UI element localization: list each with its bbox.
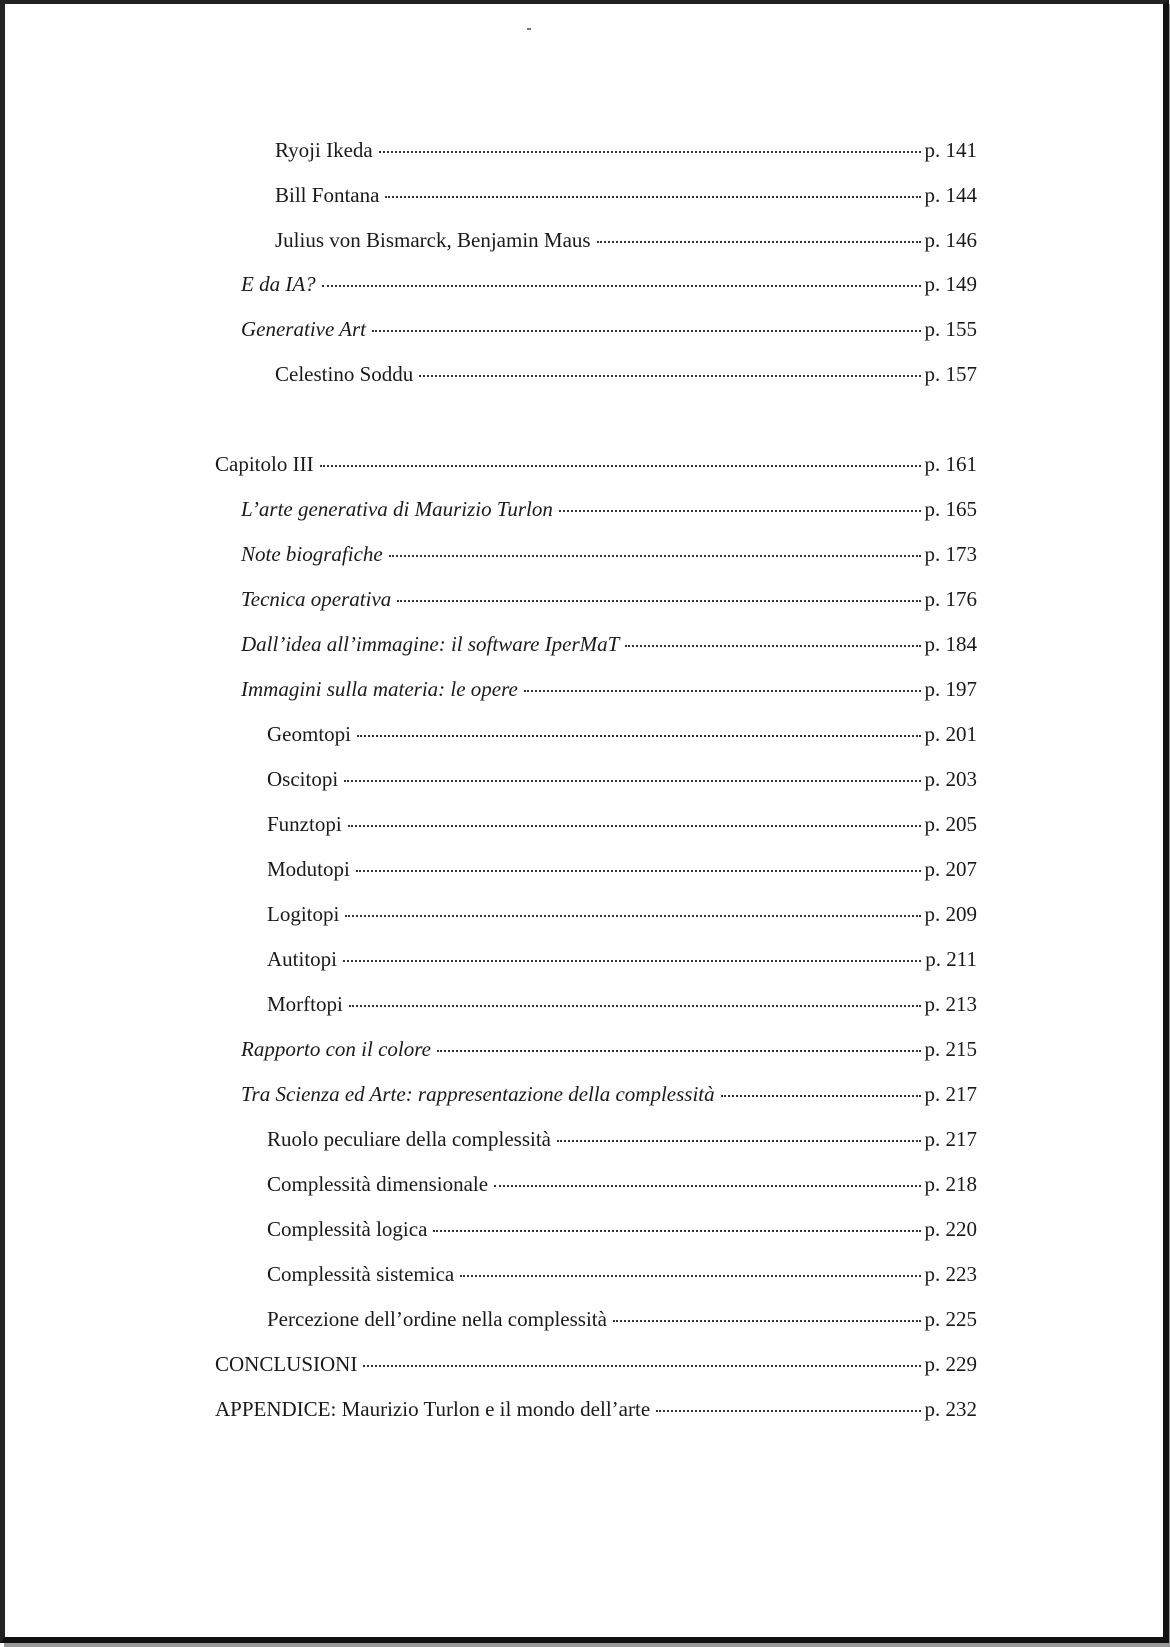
dot-leader <box>397 600 920 602</box>
toc-entry-title: Modutopi <box>267 857 350 881</box>
toc-entry <box>267 1217 977 1247</box>
toc-entry-page: p. 203 <box>924 767 977 791</box>
toc-entry-page: p. 165 <box>924 497 977 521</box>
toc-entry <box>241 1037 977 1067</box>
dot-leader <box>349 1005 921 1007</box>
toc-entry-title: E da IA? <box>241 272 316 296</box>
toc-entry <box>275 228 977 258</box>
toc-entry-title: Morftopi <box>267 992 343 1016</box>
toc-entry-title: Julius von Bismarck, Benjamin Maus <box>275 228 591 252</box>
toc-entry-page: p. 197 <box>924 677 977 701</box>
toc-entry-title: Capitolo III <box>215 452 314 476</box>
dot-leader <box>389 555 921 557</box>
toc-entry <box>241 317 977 347</box>
dot-leader <box>559 510 921 512</box>
toc-entry-page: p. 146 <box>924 228 977 252</box>
toc-entry-title: Dall’idea all’immagine: il software IperMaT <box>241 632 620 656</box>
toc-entry-page: p. 211 <box>925 947 977 971</box>
toc-entry <box>215 452 977 482</box>
toc-entry <box>267 1172 977 1202</box>
dot-leader <box>437 1050 921 1052</box>
toc-entry-page: p. 149 <box>924 272 977 296</box>
toc-entry-page: p. 207 <box>924 857 977 881</box>
dot-leader <box>721 1095 921 1097</box>
dot-leader <box>656 1410 920 1412</box>
toc-entry-title: Ryoji Ikeda <box>275 138 373 162</box>
toc-entry <box>267 722 977 752</box>
toc-entry-title: Tra Scienza ed Arte: rappresentazione della complessità <box>241 1082 715 1106</box>
toc-entry-page: p. 220 <box>924 1217 977 1241</box>
dot-leader <box>460 1275 920 1277</box>
toc-entry <box>267 1307 977 1337</box>
toc-entry <box>241 542 977 572</box>
dot-leader <box>625 645 920 647</box>
toc-entry-page: p. 215 <box>924 1037 977 1061</box>
toc-entry-title: Ruolo peculiare della complessità <box>267 1127 551 1151</box>
dot-leader <box>557 1140 921 1142</box>
toc-entry <box>241 677 977 707</box>
toc-entry-page: p. 155 <box>924 317 977 341</box>
toc-entry-title: Funztopi <box>267 812 342 836</box>
dot-leader <box>494 1185 920 1187</box>
toc-entry <box>267 812 977 842</box>
toc-entry-page: p. 141 <box>924 138 977 162</box>
toc-entry-page: p. 157 <box>924 362 977 386</box>
dot-leader <box>357 735 921 737</box>
toc-entry-page: p. 201 <box>924 722 977 746</box>
toc-entry <box>267 1262 977 1292</box>
scan-speck <box>527 28 531 30</box>
toc-entry-title: Generative Art <box>241 317 366 341</box>
toc-entry-page: p. 209 <box>924 902 977 926</box>
toc-entry-page: p. 173 <box>924 542 977 566</box>
toc-entry-title: Complessità logica <box>267 1217 428 1241</box>
toc-entry-page: p. 184 <box>924 632 977 656</box>
toc-entry-title: Percezione dell’ordine nella complessità <box>267 1307 607 1331</box>
dot-leader <box>344 780 920 782</box>
toc-entry <box>241 497 977 527</box>
toc-entry-title: Complessità sistemica <box>267 1262 455 1286</box>
toc-entry <box>267 992 977 1022</box>
toc-entry <box>267 857 977 887</box>
dot-leader <box>363 1365 920 1367</box>
toc-entry-title: Oscitopi <box>267 767 339 791</box>
toc-entry-page: p. 161 <box>924 452 977 476</box>
toc-entry-title: Immagini sulla materia: le opere <box>241 677 518 701</box>
dot-leader <box>379 151 921 153</box>
toc-entry-page: p. 218 <box>924 1172 977 1196</box>
toc-entry <box>267 947 977 977</box>
dot-leader <box>372 330 921 332</box>
toc-entry-page: p. 217 <box>924 1127 977 1151</box>
toc-entry-title: L’arte generativa di Maurizio Turlon <box>241 497 553 521</box>
dot-leader <box>345 915 920 917</box>
toc-entry-title: Note biografiche <box>241 542 383 566</box>
toc-entry-title: CONCLUSIONI <box>215 1352 358 1376</box>
toc-entry-page: p. 225 <box>924 1307 977 1331</box>
toc-entry <box>267 1127 977 1157</box>
toc-entry-title: APPENDICE: Maurizio Turlon e il mondo dell’arte <box>215 1397 651 1421</box>
dot-leader <box>597 241 921 243</box>
toc-entry <box>241 632 977 662</box>
toc-entry-title: Geomtopi <box>267 722 351 746</box>
toc-entry-page: p. 223 <box>924 1262 977 1286</box>
dot-leader <box>356 870 921 872</box>
toc-entry <box>215 1352 977 1382</box>
toc-entry-title: Complessità dimensionale <box>267 1172 489 1196</box>
toc-entry-title: Celestino Soddu <box>275 362 414 386</box>
toc-entry-page: p. 229 <box>924 1352 977 1376</box>
toc-entry-page: p. 217 <box>924 1082 977 1106</box>
toc-entry <box>241 272 977 302</box>
toc-entry-title: Rapporto con il colore <box>241 1037 431 1061</box>
toc-entry-page: p. 205 <box>924 812 977 836</box>
toc-entry-page: p. 213 <box>924 992 977 1016</box>
toc-entry-title: Logitopi <box>267 902 340 926</box>
dot-leader <box>613 1320 921 1322</box>
dot-leader <box>322 285 921 287</box>
toc-entry <box>267 767 977 797</box>
toc-entry <box>241 587 977 617</box>
toc-entry <box>275 362 977 392</box>
toc-entry-title: Autitopi <box>267 947 338 971</box>
toc-entry <box>275 183 977 213</box>
toc-entry-page: p. 144 <box>924 183 977 207</box>
dot-leader <box>348 825 921 827</box>
dot-leader <box>385 196 920 198</box>
toc-entry <box>241 1082 977 1112</box>
dot-leader <box>524 690 921 692</box>
toc-entry-title: Tecnica operativa <box>241 587 392 611</box>
toc-entry <box>215 1397 977 1427</box>
toc-entry <box>267 902 977 932</box>
toc-entry-page: p. 176 <box>924 587 977 611</box>
dot-leader <box>320 465 921 467</box>
dot-leader <box>343 960 921 962</box>
toc-entry <box>275 138 977 168</box>
toc-entry-title: Bill Fontana <box>275 183 380 207</box>
dot-leader <box>419 375 920 377</box>
toc-entry-page: p. 232 <box>924 1397 977 1421</box>
dot-leader <box>433 1230 920 1232</box>
